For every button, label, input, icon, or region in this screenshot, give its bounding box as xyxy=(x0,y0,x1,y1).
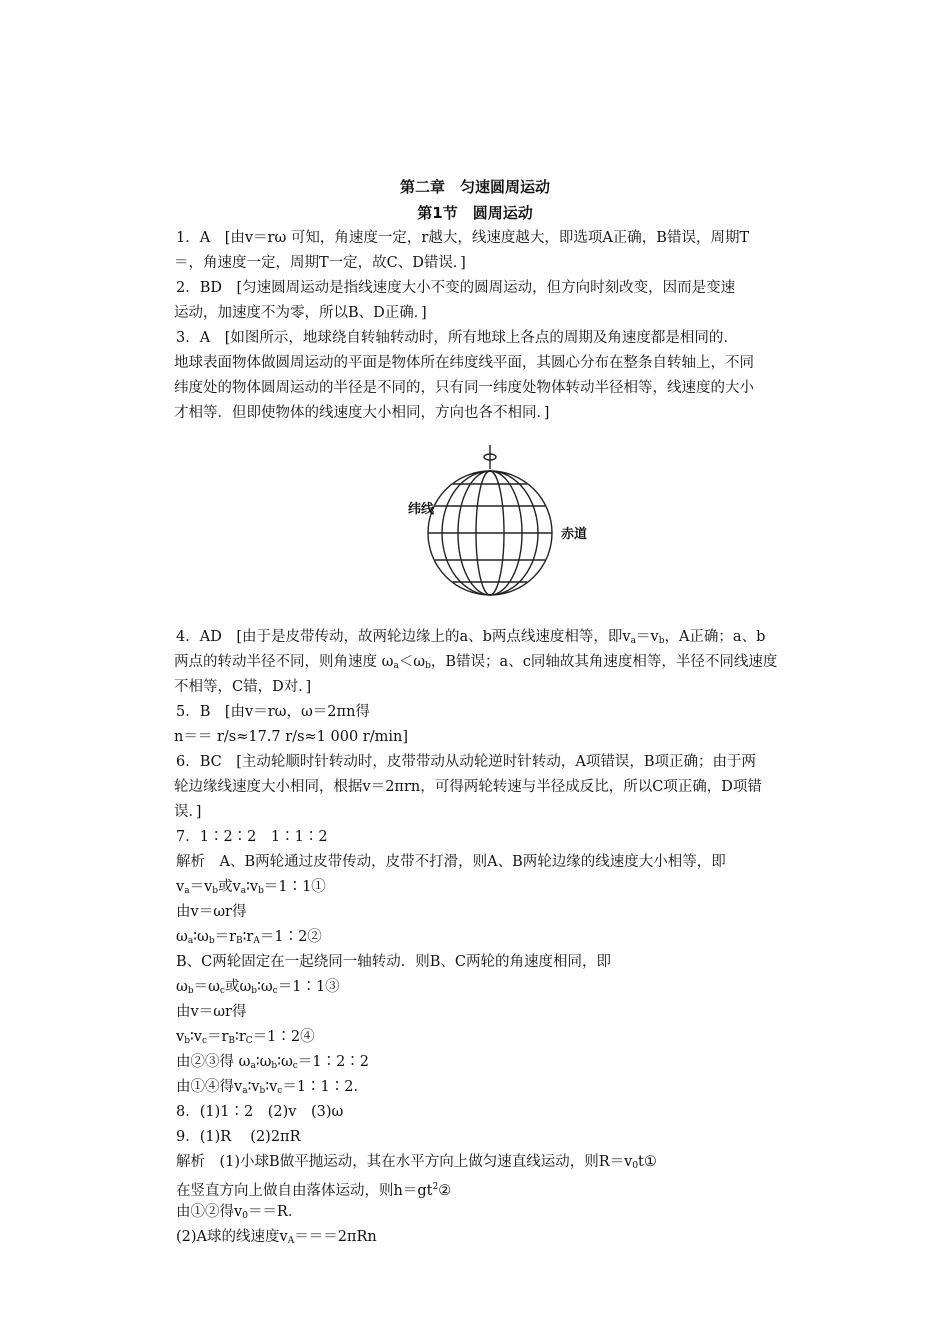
answer-line-17: 7．1∶2∶2 1∶1∶2 xyxy=(176,829,328,845)
answer-line-15: 轮边缘线速度大小相同，根据v＝2πrn，可得两轮转速与半径成反比，所以C项正确，D项错 xyxy=(174,779,762,795)
chapter-title: 第二章 匀速圆周运动 xyxy=(399,178,550,196)
answer-line-2: ＝，角速度一定，周期T一定，故C、D错误．] xyxy=(174,255,466,271)
answer-line-8: 才相等．但即使物体的线速度大小相同，方向也各不相同．] xyxy=(174,405,550,421)
answer-line-21: $\omega_a∶\omega_b=r_B∶r_A=1∶2②$ xyxy=(176,929,322,946)
answer-line-29: 9．(1)R (2)2πR xyxy=(176,1129,301,1145)
answer-line-5: 3．A [如图所示，地球绕自转轴转动时，所有地球上各点的周期及角速度都是相同的． xyxy=(176,330,738,346)
answer-line-13: n＝＝ r/s≈17.7 r/s≈1 000 r/min] xyxy=(174,729,408,745)
answer-line-3: 2．BD [匀速圆周运动是指线速度大小不变的圆周运动，但方向时刻改变，因而是变速 xyxy=(176,280,736,296)
section-title: 第1节 圆周运动 xyxy=(417,204,533,222)
answer-line-23: $\omega_b=\omega_c$或$\omega_b∶\omega_c=1∶1③$ xyxy=(176,979,340,996)
answer-line-12: 5．B [由v＝rω，ω＝2πn得 xyxy=(176,704,370,720)
answer-line-32: 由①②得$v_0==R$． xyxy=(176,1204,303,1221)
equator-label: 赤道 xyxy=(561,527,588,542)
latitude-label: 纬线 xyxy=(408,502,435,517)
answer-line-25: $v_b∶v_c=r_B∶r_C=1∶2④$ xyxy=(176,1029,315,1046)
answer-line-26: 由②③得 $\omega_a∶\omega_b∶\omega_c=1∶2∶2$ xyxy=(176,1054,370,1071)
answer-line-33: (2)A球的线速度$v_A===2\pi Rn$ xyxy=(176,1229,377,1246)
answer-line-6: 地球表面物体做圆周运动的平面是物体所在纬度线平面，其圆心分布在整条自转轴上，不同 xyxy=(174,355,754,371)
answer-line-14: 6．BC [主动轮顺时针转动时，皮带带动从动轮逆时针转动，A项错误，B项正确；由于两 xyxy=(176,754,757,770)
globe-figure xyxy=(400,445,600,600)
answer-line-28: 8．(1)1∶2 (2)v (3)ω xyxy=(176,1104,344,1120)
answer-line-22: B、C两轮固定在一起绕同一轴转动．则B、C两轮的角速度相同，即 xyxy=(176,954,611,970)
answer-line-16: 误．] xyxy=(174,804,202,820)
answer-line-11: 不相等，C错，D对．] xyxy=(174,679,312,695)
answer-line-1: 1．A [由v＝rω 可知，角速度一定，r越大，线速度越大，即选项A正确，B错误，周期T xyxy=(176,230,750,246)
answer-line-9: 4．AD [由于是皮带传动，故两轮边缘上的a、b两点线速度相等，即$v_a=v_b$，A正确；a、b xyxy=(176,629,766,646)
answer-line-30: 解析 (1)小球B做平抛运动，其在水平方向上做匀速直线运动，则$R=v_0t①$ xyxy=(176,1154,657,1171)
answer-line-31: 在竖直方向上做自由落体运动，则$h=gt^2②$ xyxy=(176,1182,452,1199)
answer-line-20: 由v＝ωr得 xyxy=(176,904,247,920)
answer-line-19: $v_a=v_b$或$v_a∶v_b=1∶1①$ xyxy=(176,879,326,896)
answer-line-7: 纬度处的物体圆周运动的半径是不同的，只有同一纬度处物体转动半径相等，线速度的大小 xyxy=(174,380,754,396)
answer-line-24: 由v＝ωr得 xyxy=(176,1004,247,1020)
answer-line-27: 由①④得$v_a∶v_b∶v_c=1∶1∶2$. xyxy=(176,1079,359,1096)
answer-line-4: 运动，加速度不为零，所以B、D正确．] xyxy=(174,305,427,321)
answer-line-18: 解析 A、B两轮通过皮带传动，皮带不打滑，则A、B两轮边缘的线速度大小相等，即 xyxy=(176,854,726,870)
answer-line-10: 两点的转动半径不同，则角速度 $\omega_a<\omega_b$，B错误；a、c同轴故其角速度相等，半径不同线速度 xyxy=(174,654,778,671)
